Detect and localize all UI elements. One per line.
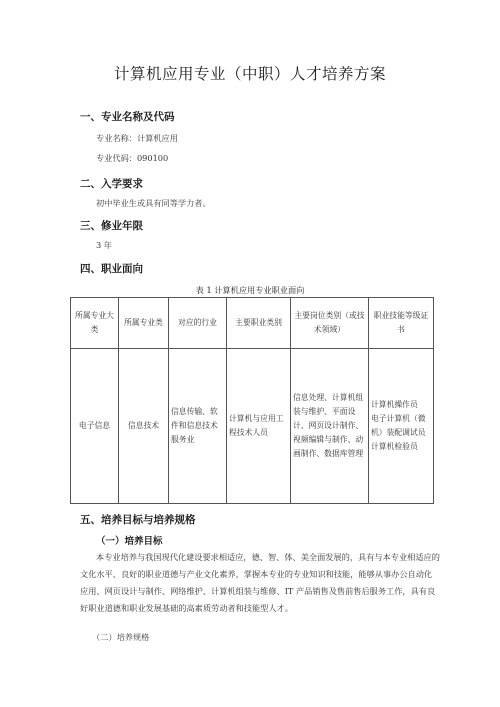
certificate-item: 电子计算机（微机）装配调试员 (371, 414, 426, 437)
header-cell: 主要职业类别 (227, 298, 291, 349)
section3-heading: 三、修业年限 (80, 220, 143, 232)
header-cell: 职业技能等级证书 (369, 298, 434, 349)
section2-heading: 二、入学要求 (80, 178, 143, 190)
section5-heading: 五、培养目标与培养规格 (80, 514, 196, 526)
page-title: 计算机应用专业（中职）人才培养方案 (113, 65, 386, 83)
major-code: 专业代码：090100 (96, 153, 169, 163)
section1-heading: 一、专业名称及代码 (80, 111, 175, 123)
subsection-spec-heading: （二）培养规格 (92, 632, 150, 642)
duration-text: 3 年 (96, 240, 112, 250)
occupation-table (70, 297, 434, 504)
section4-heading: 四、职业面向 (80, 263, 143, 275)
certificate-item: 计算机操作员 (371, 400, 418, 409)
cell-industry: 信息传输、软件和信息技术服务业 (169, 349, 227, 504)
admission-text: 初中毕业生或具有同等学力者。 (96, 198, 211, 208)
certificate-item: 计算机检验员 (371, 442, 418, 451)
header-cell: 主要岗位类别（或技术领域） (291, 298, 369, 349)
table-row (71, 349, 434, 504)
cell-major-category: 电子信息 (71, 349, 119, 504)
major-name: 专业名称：计算机应用 (96, 133, 178, 143)
table-caption: 表 1 计算机应用专业职业面向 (195, 285, 305, 295)
table-header-row (71, 298, 434, 349)
header-cell: 所属专业大类 (71, 298, 119, 349)
subsection-goal-heading: （一）培养目标 (96, 536, 163, 547)
cell-major-class: 信息技术 (119, 349, 169, 504)
cell-positions: 信息处理、计算机组装与维护、平面设计、网页设计制作、视频编辑与制作、动画制作、数据库管理 (291, 349, 369, 504)
goal-paragraph: 本专业培养与我国现代化建设要求相适应，德、智、体、美全面发展的，具有与本专业相适应的文化水平、良好的职业道德与产业文化素养，掌握本专业的专业知识和技能，能够从事办公自动化应用、网页设计与制作、网络维护、计算机组装与维修、IT 产品销售及售前售后服务工作，具有良好职业道德和职业发展基础的高素质劳动者和技能型人才。 (80, 552, 440, 613)
cell-certificates (369, 349, 434, 504)
header-cell: 对应的行业 (169, 298, 227, 349)
header-cell: 所属专业类 (119, 298, 169, 349)
cell-occupation: 计算机与应用工程技术人员 (227, 349, 291, 504)
